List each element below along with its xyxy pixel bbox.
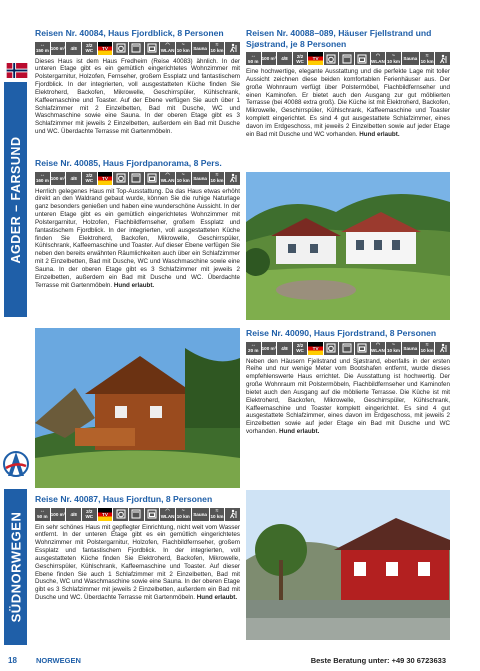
sauna-icon: Sauna: [402, 52, 419, 65]
persons-icon: 4/8: [66, 508, 81, 521]
description-text: Herrlich gelegenes Haus mit Top-Ausstattung. Da das Haus etwas erhöht direkt an den Waldrand gebaut wurde, können Sie die ruhige Naturlage ganz besonders genießen und haben eine wunderschöne Aussicht. In der unteren Etage gibt es ein gemütlich eingerichtetes Wohnzimmer mit Polstergarnitur, Holzofen, Flachbildfernseher, großem Essplatz und fantastischem Fjordblick. In der integrierten, voll ausgestatteten Küche finden Sie Elektroherd, Backofen, Mikrowelle, Geschirrspüler, Kühlschrank, Kaffeemaschine und Toaster. Auf dieser Ebene verfügen Sie neben den bereits erwähnten Räumlichkeiten auch über ein Schlafzimmer mit 2 Einzelbetten, Bad mit Dusche, WC und Waschmaschine sowie eine Sauna. In der oberen Etage gibt es 3 Schlafzimmer mit jeweils 2 Einzelbetten, außerdem ein Bad mit Dusche und WC. Überdachte Terrasse mit Gartenmöbeln.: [35, 187, 240, 289]
listing-title: Reise Nr. 40090, Haus Fjordstrand, 8 Personen: [246, 328, 437, 338]
description-text: Dieses Haus ist dem Haus Fredheim (Reise 40083) ähnlich. In der unteren Etage gibt es ein gemütlich eingerichtetes Wohnzimmer mit Polstergarnitur, Holzofen, Fernseher, großem Essplatz und fantastischem Fjordblick. In der integrierten, voll ausgestatteten Küche finden Sie Elektroherd, Backofen, Mikrowelle, Geschirrspüler, Kühlschrank, Kaffeemaschine und Toaster. Auf der Ebene verfügen Sie auch über 1 Schlafzimmer mit 2 Einzelbetten, Bad mit Dusche, WC und Waschmaschine sowie eine Sauna. In der oberen Etage gibt es 3 Schlafzimmer mit jeweils 2 Einzelbetten, außerdem ein Bad mit Dusche und WC. Überdachte Terrasse mit Gartenmöbeln.: [35, 57, 240, 136]
listing-description: [35, 58, 240, 136]
distance-icon: ≈ 10 km: [210, 508, 224, 519]
description-text: Neben den Häusern Fjellstrand und Sjøstrand, ebenfalls in der ersten Reihe und nur wenige Meter vom Bootshafen entfernt, wurde dieses empfehlenswerte Haus errichtet. Die Ausstattung ist hochwertig. Der große Wohnraum mit Polstermöbeln, Flachbildfernseher und Kaminofen bietet auch den Ausgang auf die möblierte Terrasse. Die Küche ist mit Elektroherd, Backofen, Mikrowelle, Geschirrspüler, Kühlschrank, Kaffeemaschine und Toaster komplett eingerichtet. Es sind 4 gut ausgestattete Schlafzimmer, eines davon im Erdgeschoss, mit jeweils 2 Einzelbetten sowie auf jeder Etage ein Bad mit Dusche und WC vorhanden.: [246, 357, 450, 436]
region-tab-bottom: [4, 489, 27, 645]
area-icon: 100 m²: [262, 52, 277, 65]
sidebar: [0, 0, 31, 671]
norway-flag-icon: [6, 63, 28, 78]
distance-icon: ↔ 50 m: [246, 52, 261, 65]
area-icon: 100 m²: [51, 172, 66, 185]
distance-icon: ~ 10 km: [176, 172, 190, 183]
photo-fjellstrand-sjostrand: [246, 172, 450, 320]
bedrooms-wc-icon: 2/2 WC: [82, 508, 97, 521]
sauna-icon: Sauna: [192, 508, 209, 521]
hiking-icon: [225, 42, 240, 55]
amenity-icons: [246, 342, 450, 355]
persons-icon: 4/8: [66, 172, 81, 185]
tv-icon: TV: [98, 172, 113, 185]
tv-icon: TV: [98, 508, 113, 521]
hiking-icon: [225, 508, 240, 521]
hiking-icon: [225, 172, 240, 185]
listing-description: [35, 524, 240, 602]
distance-icon: ↔ 160 m: [35, 172, 49, 183]
listing-title: Reise Nr. 40085, Haus Fjordpanorama, 8 Pers.: [35, 158, 222, 168]
country-label: SÜDNORWEGEN: [8, 511, 23, 623]
distance-icon: ~ 10 km: [176, 42, 190, 53]
wifi-icon: ◠ WLAN: [160, 508, 175, 519]
listing-40087: [35, 494, 240, 602]
pets-note: Hund erlaubt.: [279, 428, 320, 436]
hiking-icon: [435, 342, 450, 355]
description-text: Eine hochwertige, elegante Ausstattung und die perfekte Lage mit toller Aussicht zeichnen diese beiden komfortablen Ferienhäuser aus. Der große Wohnraum verfügt über Polstermöbel, Flachbildfernseher und einen Kaminofen. Er bietet auch den Ausgang zur gut möblierten Terrasse (bei 40088 extra groß). Die Küche ist mit Elektroherd, Backofen, Mikrowelle, Geschirrspüler, Kühlschrank, Kaffeemaschine und Toaster komplett eingerichtet. Es sind 4 gut ausgestattete Schlafzimmer, eines davon im Erdgeschoss, mit jeweils 2 Einzelbetten sowie auf jeder Etage ein Bad mit Dusche und WC vorhanden.: [246, 68, 450, 138]
distance-icon: ≈ 10 km: [210, 172, 224, 183]
listing-40085: [35, 158, 240, 289]
amenity-icons: [35, 172, 240, 185]
washer-icon: [324, 52, 339, 65]
oven-icon: [145, 172, 160, 185]
amenity-icons: [246, 52, 450, 65]
oven-icon: [145, 42, 160, 55]
bedrooms-wc-icon: 2/2 WC: [293, 342, 308, 355]
sauna-icon: Sauna: [402, 342, 419, 355]
tv-icon: TV: [308, 52, 323, 65]
area-icon: 100 m²: [51, 42, 66, 55]
listing-title: Reise Nr. 40087, Haus Fjordtun, 8 Personen: [35, 494, 213, 504]
oven-icon: [355, 52, 370, 65]
footer-label: NORWEGEN: [36, 656, 81, 665]
pets-note: Hund erlaubt.: [196, 594, 238, 602]
brand-logo-icon: [2, 448, 30, 482]
amenity-icons: [35, 508, 240, 521]
dishwasher-icon: [129, 508, 144, 521]
listing-40084: [35, 28, 240, 136]
tv-icon: TV: [308, 342, 323, 355]
listing-title: Reisen Nr. 40088–089, Häuser Fjellstrand und Sjøstrand, je 8 Personen: [246, 28, 432, 49]
dishwasher-icon: [129, 42, 144, 55]
distance-icon: ~ 10 km: [386, 342, 400, 353]
pets-note: Hund erlaubt.: [359, 130, 400, 138]
tv-icon: TV: [98, 42, 113, 55]
washer-icon: [113, 42, 128, 55]
distance-icon: ↔ 150 m: [35, 42, 49, 53]
dishwasher-icon: [339, 52, 354, 65]
area-icon: 100 m²: [51, 508, 66, 521]
persons-icon: 4/8: [277, 342, 292, 355]
page-number: 18: [8, 656, 17, 665]
listing-40088-089: [246, 28, 450, 139]
bedrooms-wc-icon: 2/2 WC: [293, 52, 308, 65]
oven-icon: [355, 342, 370, 355]
persons-icon: 4/8: [66, 42, 81, 55]
pets-note: Hund erlaubt.: [113, 281, 155, 289]
photo-fjordstrand: [246, 490, 450, 640]
washer-icon: [113, 172, 128, 185]
amenity-icons: [35, 42, 240, 55]
area-icon: 100 m²: [262, 342, 277, 355]
washer-icon: [324, 342, 339, 355]
region-label: AGDER – FARSUND: [8, 136, 23, 263]
wifi-icon: ◠ WLAN: [371, 342, 385, 353]
dishwasher-icon: [339, 342, 354, 355]
sauna-icon: Sauna: [192, 172, 209, 185]
distance-icon: ≈ 10 km: [420, 52, 434, 64]
listing-description: [246, 68, 450, 139]
region-tab-top: [4, 82, 27, 317]
page-footer: [0, 654, 480, 671]
distance-icon: ≈ 10 km: [420, 342, 434, 353]
bedrooms-wc-icon: 2/2 WC: [82, 172, 97, 185]
washer-icon: [113, 508, 128, 521]
oven-icon: [145, 508, 160, 521]
listing-description: [246, 358, 450, 436]
listing-title: Reisen Nr. 40084, Haus Fjordblick, 8 Personen: [35, 28, 224, 38]
hiking-icon: [435, 52, 450, 65]
photo-fjordpanorama: [35, 328, 240, 488]
distance-icon: ↔ 50 m: [35, 508, 50, 521]
description-text: Ein sehr schönes Haus mit gepflegter Einrichtung, nicht weit vom Wasser entfernt. In der unteren Etage gibt es ein gemütlich eingerichtetes Wohnzimmer mit Polstergarnitur, Holzofen, Flachbildfernseher, großem Essplatz und fantastischem Fjordblick. In der integrierten, voll ausgestatteten Küche finden Sie Elektroherd, Backofen, Mikrowelle, Geschirrspüler, Kühlschrank, Kaffeemaschine und Toaster. Auf dieser Ebene finden Sie auch 1 Schlafzimmer mit 2 Einzelbetten, Bad mit Dusche, WC und Waschmaschine sowie eine Sauna. In der oberen Etage gibt es 3 Schlafzimmer mit jeweils 2 Einzelbetten, außerdem ein Bad mit Dusche und WC. Überdachte Terrasse mit Gartenmöbeln.: [35, 523, 240, 602]
sauna-icon: Sauna: [192, 42, 209, 55]
listing-description: [35, 188, 240, 290]
distance-icon: ~ 10 km: [176, 508, 190, 519]
distance-icon: ~ 10 km: [386, 52, 400, 64]
wifi-icon: ◠ WLAN: [371, 52, 385, 64]
bedrooms-wc-icon: 2/2 WC: [82, 42, 97, 55]
footer-contact: Beste Beratung unter: +49 30 6723633: [310, 656, 446, 665]
distance-icon: ↔ 20 m: [246, 342, 261, 355]
wifi-icon: ◠ WLAN: [160, 172, 175, 183]
listing-40090: [246, 328, 450, 436]
persons-icon: 4/8: [277, 52, 292, 65]
dishwasher-icon: [129, 172, 144, 185]
wifi-icon: ◠ WLAN: [160, 42, 175, 53]
distance-icon: ≈ 10 km: [210, 42, 224, 53]
